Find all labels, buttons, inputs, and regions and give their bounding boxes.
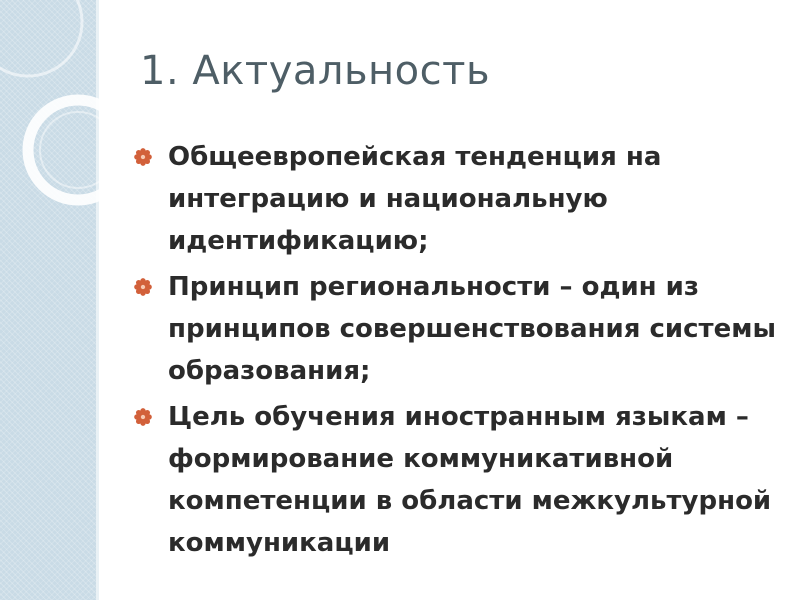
bullet-item <box>134 266 784 392</box>
bullet-list <box>134 136 784 568</box>
bullet-text: Принцип региональности – один из принципов совершенствования системы образования; <box>168 272 776 386</box>
bullet-text: Цель обучения иностранным языкам – формирование коммуникативной компетенции в области межкультурной коммуникации <box>168 402 772 558</box>
flower-bullet-icon <box>134 278 152 296</box>
flower-bullet-icon <box>134 148 152 166</box>
bullet-item <box>134 136 784 262</box>
bullet-text: Общеевропейская тенденция на интеграцию и национальную идентификацию; <box>168 142 662 256</box>
slide-title: 1. Актуальность <box>140 48 491 94</box>
flower-bullet-icon <box>134 408 152 426</box>
bullet-item <box>134 396 784 564</box>
